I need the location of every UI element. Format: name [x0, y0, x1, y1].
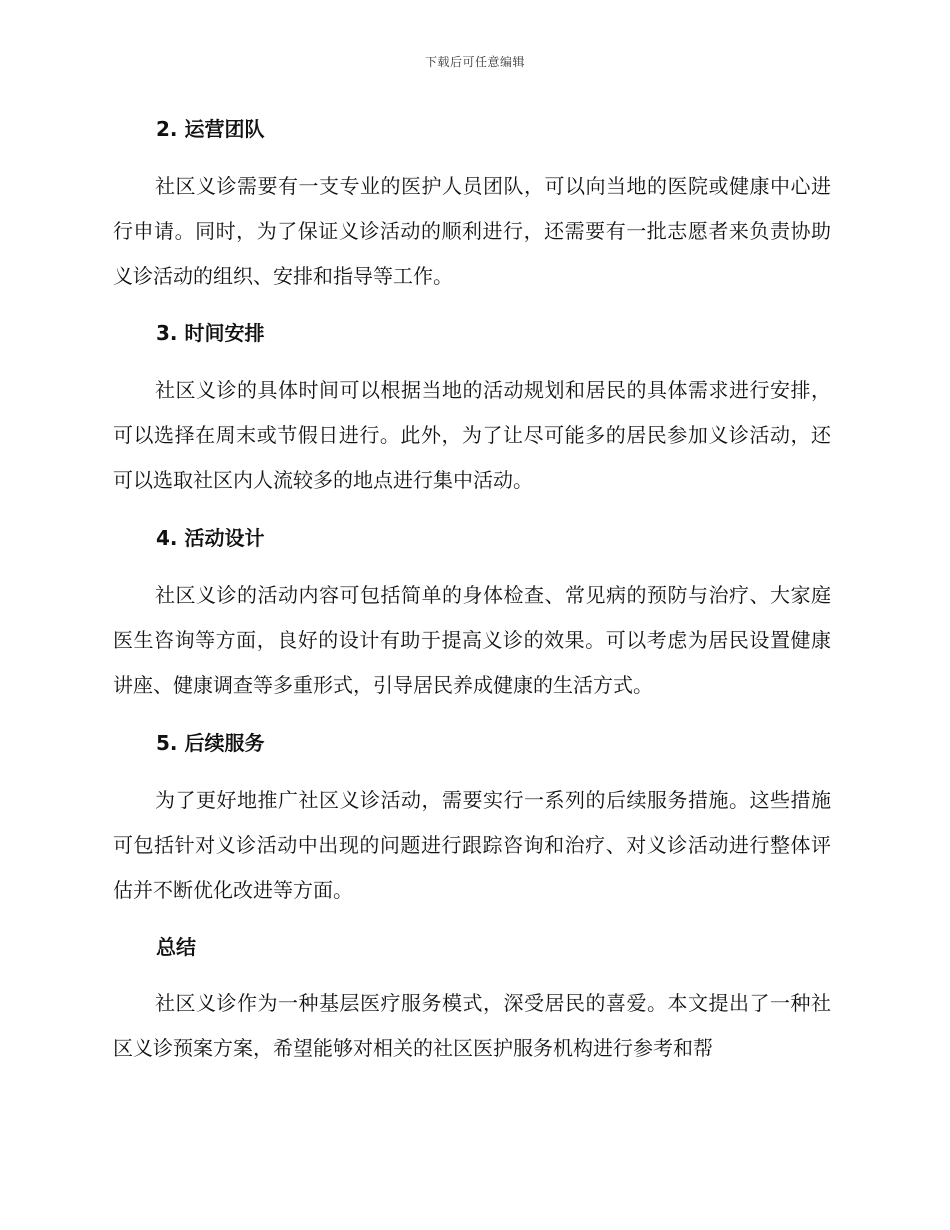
- section-heading-schedule: 3. 时间安排: [156, 321, 265, 345]
- section-heading-operations-team: 2. 运营团队: [156, 117, 265, 141]
- page-header: 下载后可任意编辑: [424, 55, 525, 69]
- section-paragraph-follow-up-service: 为了更好地推广社区义诊活动，需要实行一系列的后续服务措施。这些措施可包括针对义诊活动中出现的问题进行跟踪咨询和治疗、对义诊活动进行整体评估并不断优化改进等方面。: [113, 788, 831, 902]
- section-heading-activity-design: 4. 活动设计: [156, 526, 265, 550]
- section-heading-summary: 总结: [156, 935, 196, 959]
- section-paragraph-operations-team: 社区义诊需要有一支专业的医护人员团队，可以向当地的医院或健康中心进行申请。同时，为了保证义诊活动的顺利进行，还需要有一批志愿者来负责协助义诊活动的组织、安排和指导等工作。: [113, 174, 831, 288]
- section-paragraph-schedule: 社区义诊的具体时间可以根据当地的活动规划和居民的具体需求进行安排，可以选择在周末或节假日进行。此外，为了让尽可能多的居民参加义诊活动，还可以选取社区内人流较多的地点进行集中活动。: [113, 378, 831, 492]
- section-heading-follow-up-service: 5. 后续服务: [156, 731, 265, 755]
- section-paragraph-activity-design: 社区义诊的活动内容可包括简单的身体检查、常见病的预防与治疗、大家庭医生咨询等方面，良好的设计有助于提高义诊的效果。可以考虑为居民设置健康讲座、健康调查等多重形式，引导居民养成健康的生活方式。: [113, 583, 831, 697]
- section-paragraph-summary: 社区义诊作为一种基层医疗服务模式，深受居民的喜爱。本文提出了一种社区义诊预案方案，希望能够对相关的社区医护服务机构进行参考和帮: [113, 991, 831, 1060]
